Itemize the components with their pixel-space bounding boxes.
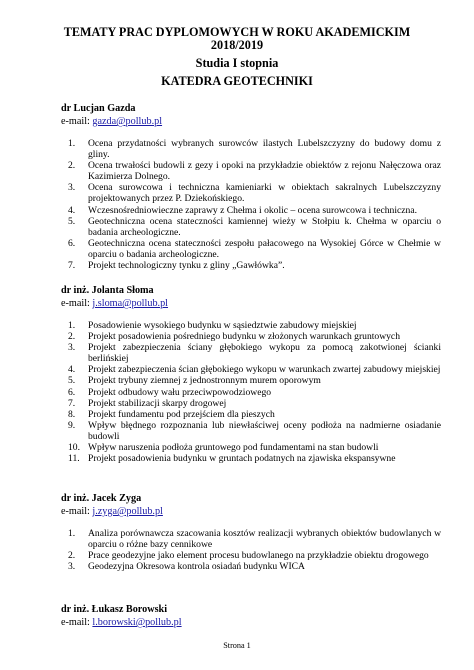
list-item: 1. Ocena przydatności wybranych surowców ilastych Lubelszczyzny do budowy domu z gliny. (68, 138, 441, 161)
document-title: TEMATY PRAC DYPLOMOWYCH W ROKU AKADEMICKIM (63, 25, 411, 39)
supervisor-name: dr Lucjan Gazda (61, 103, 136, 114)
list-item: 6. Projekt odbudowy wału przeciwpowodziowego (68, 386, 272, 398)
list-item: 2. Projekt posadowienia pośredniego budynku w złożonych warunkach gruntowych (68, 331, 400, 343)
list-item: 4. Projekt zabezpieczenia ścian głębokiego wykopu w warunkach zwartej zabudowy miejskiej (68, 364, 441, 376)
email-line (61, 505, 441, 518)
supervisor-section-sloma (61, 284, 441, 464)
supervisor-name: dr inż. Jolanta Słoma (61, 285, 154, 296)
email-line (61, 616, 441, 629)
supervisor-name: dr inż. Jacek Zyga (61, 493, 142, 504)
list-item: 4. Wczesnośredniowieczne zaprawy z Chełma i okolic – ocena surowcowa i techniczna. (68, 204, 417, 216)
list-item: 3. Projekt zabezpieczenia ściany głębokiego wykopu za pomocą zakotwionej ścianki berlińskiej (68, 342, 441, 365)
supervisor-section-gazda (61, 102, 441, 271)
topic-list (61, 320, 441, 464)
department-name: KATEDRA GEOTECHNIKI (161, 74, 313, 88)
page-number: Strona 1 (223, 641, 251, 650)
list-item: 9. Wpływ błędnego rozpoznania lub niewłaściwej oceny podłoża na nadmierne osiadanie budowli (68, 419, 441, 442)
list-item: 7. Projekt technologiczny tynku z gliny „Gawłówka”. (68, 260, 285, 272)
email-link[interactable]: j.sloma@pollub.pl (92, 298, 169, 309)
email-link[interactable]: j.zyga@pollub.pl (92, 506, 163, 517)
list-item: 5. Geotechniczna ocena stateczności kamiennej wieży w Stołpiu k. Chełma w oparciu o badania archeologiczne. (68, 215, 441, 238)
email-link[interactable]: l.borowski@pollub.pl (92, 617, 182, 628)
topic-list (61, 138, 441, 271)
list-item: 1. Posadowienie wysokiego budynku w sąsiedztwie zabudowy miejskiej (68, 320, 357, 331)
supervisor-section-zyga (61, 492, 441, 572)
email-link[interactable]: gazda@pollub.pl (92, 116, 163, 127)
supervisor-name: dr inż. Łukasz Borowski (61, 604, 168, 615)
topic-list (61, 528, 441, 572)
list-item: 1. Analiza porównawcza szacowania kosztów realizacji wybranych obiektów budowlanych w oparciu o różne bazy cennikowe (68, 528, 441, 551)
list-item: 10. Wpływ naruszenia podłoża gruntowego pod fundamentami na stan budowli (68, 442, 379, 454)
email-line (61, 115, 441, 128)
supervisor-section-borowski (61, 603, 441, 629)
email-line (61, 297, 441, 310)
email-label: e-mail: (61, 298, 90, 309)
list-item: 3. Geodezyjna Okresowa kontrola osiadań budynku WICA (68, 561, 305, 573)
list-item: 8. Projekt fundamentu pod przejściem dla pieszych (68, 408, 275, 420)
email-label: e-mail: (61, 506, 90, 517)
list-item: 6. Geotechniczna ocena stateczności zespołu pałacowego na Wysokiej Górce w Chełmie w oparciu o badania archeologiczne. (68, 237, 441, 260)
list-item: 2. Prace geodezyjne jako element procesu budowlanego na przykładzie obiektu drogowego (68, 550, 429, 562)
list-item: 2. Ocena trwałości budowli z gezy i opoki na przykładzie obiektów z rejonu Nałęczowa oraz Kazimierza Dolnego. (68, 160, 441, 183)
email-label: e-mail: (61, 116, 90, 127)
email-label: e-mail: (61, 617, 90, 628)
study-level: Studia I stopnia (195, 56, 279, 70)
list-item: 11. Projekt posadowienia budynku w gruntach podatnych na zjawiska ekspansywne (68, 453, 396, 465)
list-item: 3. Ocena surowcowa i techniczna kamieniarki w obiektach sakralnych Lubelszczyzny projektowanych przez P. Dziekońskiego. (68, 182, 441, 205)
list-item: 7. Projekt stabilizacji skarpy drogowej (68, 397, 227, 409)
list-item: 5. Projekt trybuny ziemnej z jednostronnym murem oporowym (68, 375, 321, 387)
academic-year: 2018/2019 (210, 38, 264, 52)
